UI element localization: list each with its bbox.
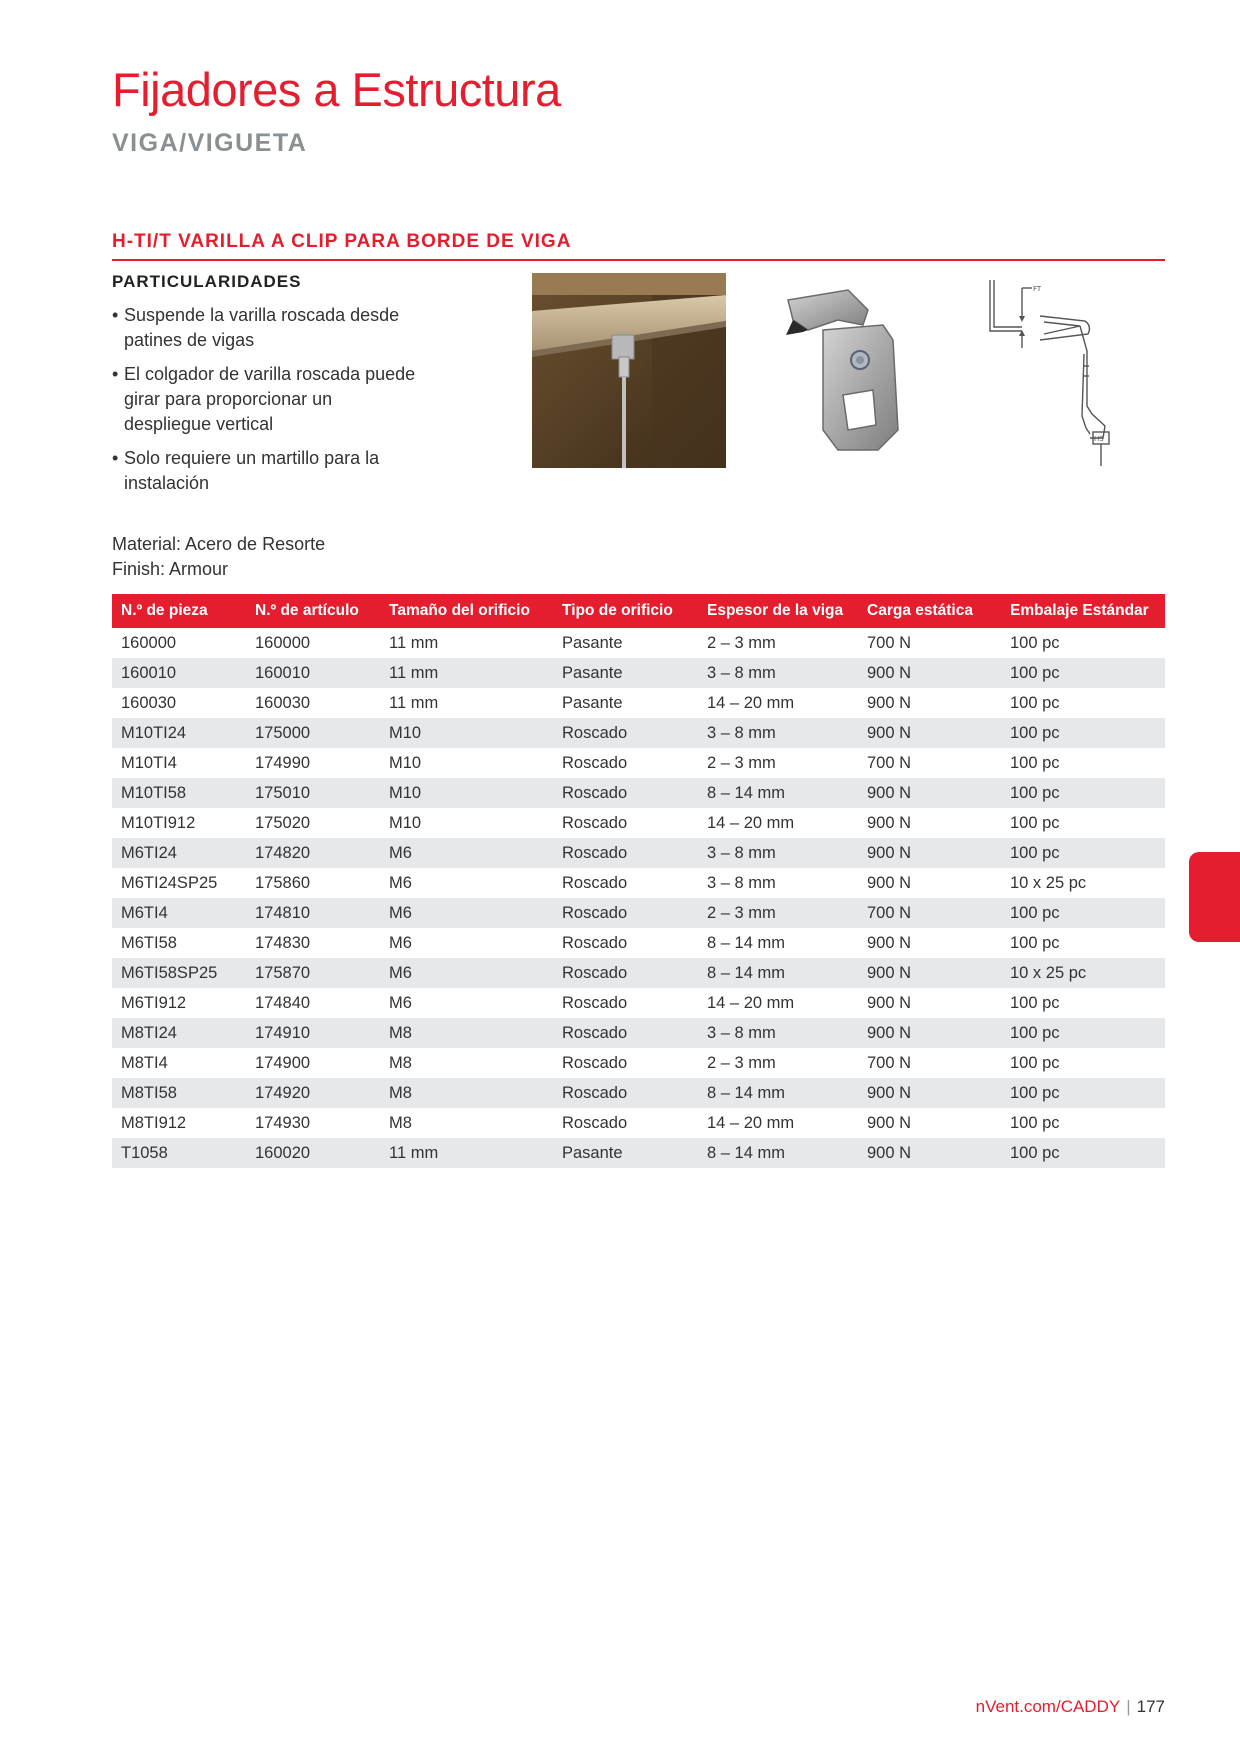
table-cell: Roscado [562,813,628,832]
table-cell: 100 pc [1010,993,1060,1012]
table-cell: 700 N [867,633,912,652]
table-cell: M6 [380,838,553,868]
table-cell: 14 – 20 mm [707,813,795,832]
table-cell: Roscado [553,1078,698,1108]
column-header: N.º de artículo [246,594,380,628]
table-cell: 900 N [858,838,1001,868]
table-cell: 174930 [255,1113,311,1132]
table-cell: M10 [380,718,553,748]
table-cell: M8 [389,1053,412,1072]
table-row [112,838,1165,868]
table-cell: 900 N [858,658,1001,688]
features-list [112,303,422,505]
table-cell: 8 – 14 mm [707,933,785,952]
table-cell: 100 pc [1010,693,1060,712]
page-title: Fijadores a Estructura [112,63,561,116]
column-header: Tamaño del orificio [380,594,553,628]
table-cell: 175860 [255,873,311,892]
table-cell: 900 N [858,1138,1001,1168]
table-cell: 160010 [112,658,246,688]
diagram-label-hs: HS [1094,435,1104,443]
table-cell: 175010 [246,778,380,808]
table-cell: M10 [389,813,422,832]
table-cell: M6TI24 [112,838,246,868]
table-cell: M10TI4 [121,753,177,772]
table-cell: 14 – 20 mm [707,693,795,712]
dimension-diagram [980,276,1140,470]
table-body [112,628,1165,1168]
table-cell: 11 mm [380,658,553,688]
table-cell: 160000 [121,633,177,652]
table-cell: M8 [389,1113,412,1132]
diagram-label-ft: FT [1033,285,1042,293]
table-cell: 100 pc [1001,1138,1165,1168]
table-cell: M10 [380,778,553,808]
table-row [112,1108,1165,1138]
table-cell: 160010 [246,658,380,688]
table-cell: 900 N [858,1078,1001,1108]
table-cell: 100 pc [1001,658,1165,688]
table-row [112,868,1165,898]
table-cell: 174920 [246,1078,380,1108]
table-cell: 900 N [867,813,912,832]
column-header: Carga estática [858,594,1001,628]
section-tab [1189,852,1240,942]
table-cell: 900 N [858,778,1001,808]
table-cell: 8 – 14 mm [698,1138,858,1168]
spec-table [112,594,1165,1168]
table-cell: Roscado [553,718,698,748]
table-cell: 900 N [867,693,912,712]
table-cell: 3 – 8 mm [698,718,858,748]
table-row [112,1078,1165,1108]
table-cell: 174910 [246,1018,380,1048]
table-cell: M6 [389,993,412,1012]
page-subtitle: VIGA/VIGUETA [112,129,308,157]
table-cell: Pasante [562,633,623,652]
table-cell: 174820 [246,838,380,868]
table-cell: 160030 [121,693,177,712]
table-cell: M6TI24SP25 [121,873,218,892]
table-cell: Roscado [553,958,698,988]
feature-text: El colgador de varilla roscada puede girar para proporcionar un despliegue vertical [124,364,416,434]
table-cell: 700 N [867,753,912,772]
table-cell: Roscado [562,933,628,952]
table-cell: 2 – 3 mm [698,898,858,928]
table-row [112,718,1165,748]
finish-text: Finish: Armour [112,559,229,579]
table-cell: Roscado [553,838,698,868]
table-cell: M6 [389,873,412,892]
table-cell: 100 pc [1001,898,1165,928]
table-row [112,658,1165,688]
table-cell: 700 N [867,1053,912,1072]
table-cell: Roscado [553,1018,698,1048]
table-row [112,928,1165,958]
table-row [112,1048,1165,1078]
table-cell: M6TI58SP25 [112,958,246,988]
table-cell: M8TI4 [121,1053,168,1072]
table-row [112,988,1165,1018]
table-cell: 160000 [255,633,311,652]
table-cell: 14 – 20 mm [707,1113,795,1132]
table-cell: 100 pc [1010,753,1060,772]
column-header: Espesor de la viga [698,594,858,628]
table-cell: Roscado [562,753,628,772]
feature-text: Solo requiere un martillo para la instalación [124,448,380,493]
product-image [778,280,928,465]
table-cell: 100 pc [1010,933,1060,952]
feature-item [112,303,422,353]
table-row [112,778,1165,808]
table-cell: M10TI24 [112,718,246,748]
table-cell: 174990 [255,753,311,772]
table-cell: Roscado [553,898,698,928]
table-cell: 2 – 3 mm [707,1053,776,1072]
material-text: Material: Acero de Resorte [112,534,326,554]
table-row [112,1018,1165,1048]
table-cell: 174840 [255,993,311,1012]
table-cell: 100 pc [1010,1113,1060,1132]
column-header: Embalaje Estándar [1001,594,1165,628]
footer-separator: | [1126,1697,1131,1716]
table-cell: Pasante [553,1138,698,1168]
table-cell: M6 [380,958,553,988]
table-cell: M10 [389,753,422,772]
table-cell: 175870 [246,958,380,988]
table-row [112,808,1165,838]
table-cell: Roscado [553,778,698,808]
table-cell: M8TI24 [112,1018,246,1048]
table-cell: 8 – 14 mm [698,958,858,988]
table-cell: 160030 [255,693,311,712]
table-cell: 900 N [867,933,912,952]
table-cell: 175020 [255,813,311,832]
table-row [112,958,1165,988]
table-row [112,688,1165,718]
table-cell: M6TI912 [121,993,187,1012]
table-cell: 100 pc [1010,813,1060,832]
footer-site-link[interactable]: nVent.com/CADDY [975,1697,1121,1716]
product-title: H-TI/T VARILLA A CLIP PARA BORDE DE VIGA [112,231,572,252]
table-cell: 100 pc [1001,1078,1165,1108]
table-cell: M8 [380,1018,553,1048]
table-cell: M8TI58 [112,1078,246,1108]
feature-item [112,446,422,496]
table-cell: 11 mm [389,693,439,712]
table-cell: 174830 [255,933,311,952]
feature-text: Suspende la varilla roscada desde patines de vigas [124,305,400,350]
table-cell: M6TI4 [112,898,246,928]
table-cell: M6TI58 [121,933,177,952]
table-cell: M6 [380,898,553,928]
bullet: • [112,305,119,325]
material-info [112,532,325,582]
table-cell: 160020 [246,1138,380,1168]
table-cell: 3 – 8 mm [707,873,776,892]
table-cell: Roscado [562,1053,628,1072]
table-cell: 900 N [867,1113,912,1132]
table-cell: 174900 [255,1053,311,1072]
table-row [112,628,1165,658]
table-cell: 900 N [867,993,912,1012]
table-cell: 700 N [858,898,1001,928]
page-number: 177 [1136,1697,1165,1716]
column-header: Tipo de orificio [553,594,698,628]
table-cell: M8 [380,1078,553,1108]
table-cell: 11 mm [389,633,439,652]
page-footer [976,1697,1165,1717]
features-heading: PARTICULARIDADES [112,272,302,291]
table-cell: 11 mm [380,1138,553,1168]
table-cell: 100 pc [1001,778,1165,808]
installation-photo [532,273,726,468]
table-cell: 900 N [858,1018,1001,1048]
table-row [112,748,1165,778]
table-cell: 14 – 20 mm [707,993,795,1012]
table-cell: 175000 [246,718,380,748]
table-cell: 900 N [867,873,912,892]
table-cell: M10TI912 [121,813,196,832]
column-header: N.º de pieza [112,594,246,628]
table-cell: 100 pc [1001,718,1165,748]
table-cell: 100 pc [1001,838,1165,868]
table-cell: M10TI58 [112,778,246,808]
table-cell: 2 – 3 mm [707,633,776,652]
table-cell: Pasante [553,658,698,688]
table-cell: 3 – 8 mm [698,838,858,868]
table-cell: Roscado [562,873,628,892]
table-cell: Pasante [562,693,623,712]
table-cell: 3 – 8 mm [698,658,858,688]
table-cell: 10 x 25 pc [1001,958,1165,988]
table-cell: 2 – 3 mm [707,753,776,772]
table-cell: T1058 [112,1138,246,1168]
table-cell: 900 N [858,718,1001,748]
feature-item [112,362,422,437]
table-cell: 900 N [858,958,1001,988]
table-cell: 3 – 8 mm [698,1018,858,1048]
section-divider [112,259,1165,261]
table-cell: 100 pc [1010,633,1060,652]
table-cell: Roscado [562,1113,628,1132]
table-cell: 8 – 14 mm [698,778,858,808]
table-row [112,898,1165,928]
table-header-row [112,594,1165,628]
table-cell: 100 pc [1001,1018,1165,1048]
table-cell: M8TI912 [121,1113,187,1132]
table-cell: 8 – 14 mm [698,1078,858,1108]
bullet: • [112,364,119,384]
table-row [112,1138,1165,1168]
table-cell: M6 [389,933,412,952]
table-cell: 10 x 25 pc [1010,873,1087,892]
table-cell: 174810 [246,898,380,928]
bullet: • [112,448,119,468]
table-cell: Roscado [562,993,628,1012]
table-cell: 100 pc [1010,1053,1060,1072]
